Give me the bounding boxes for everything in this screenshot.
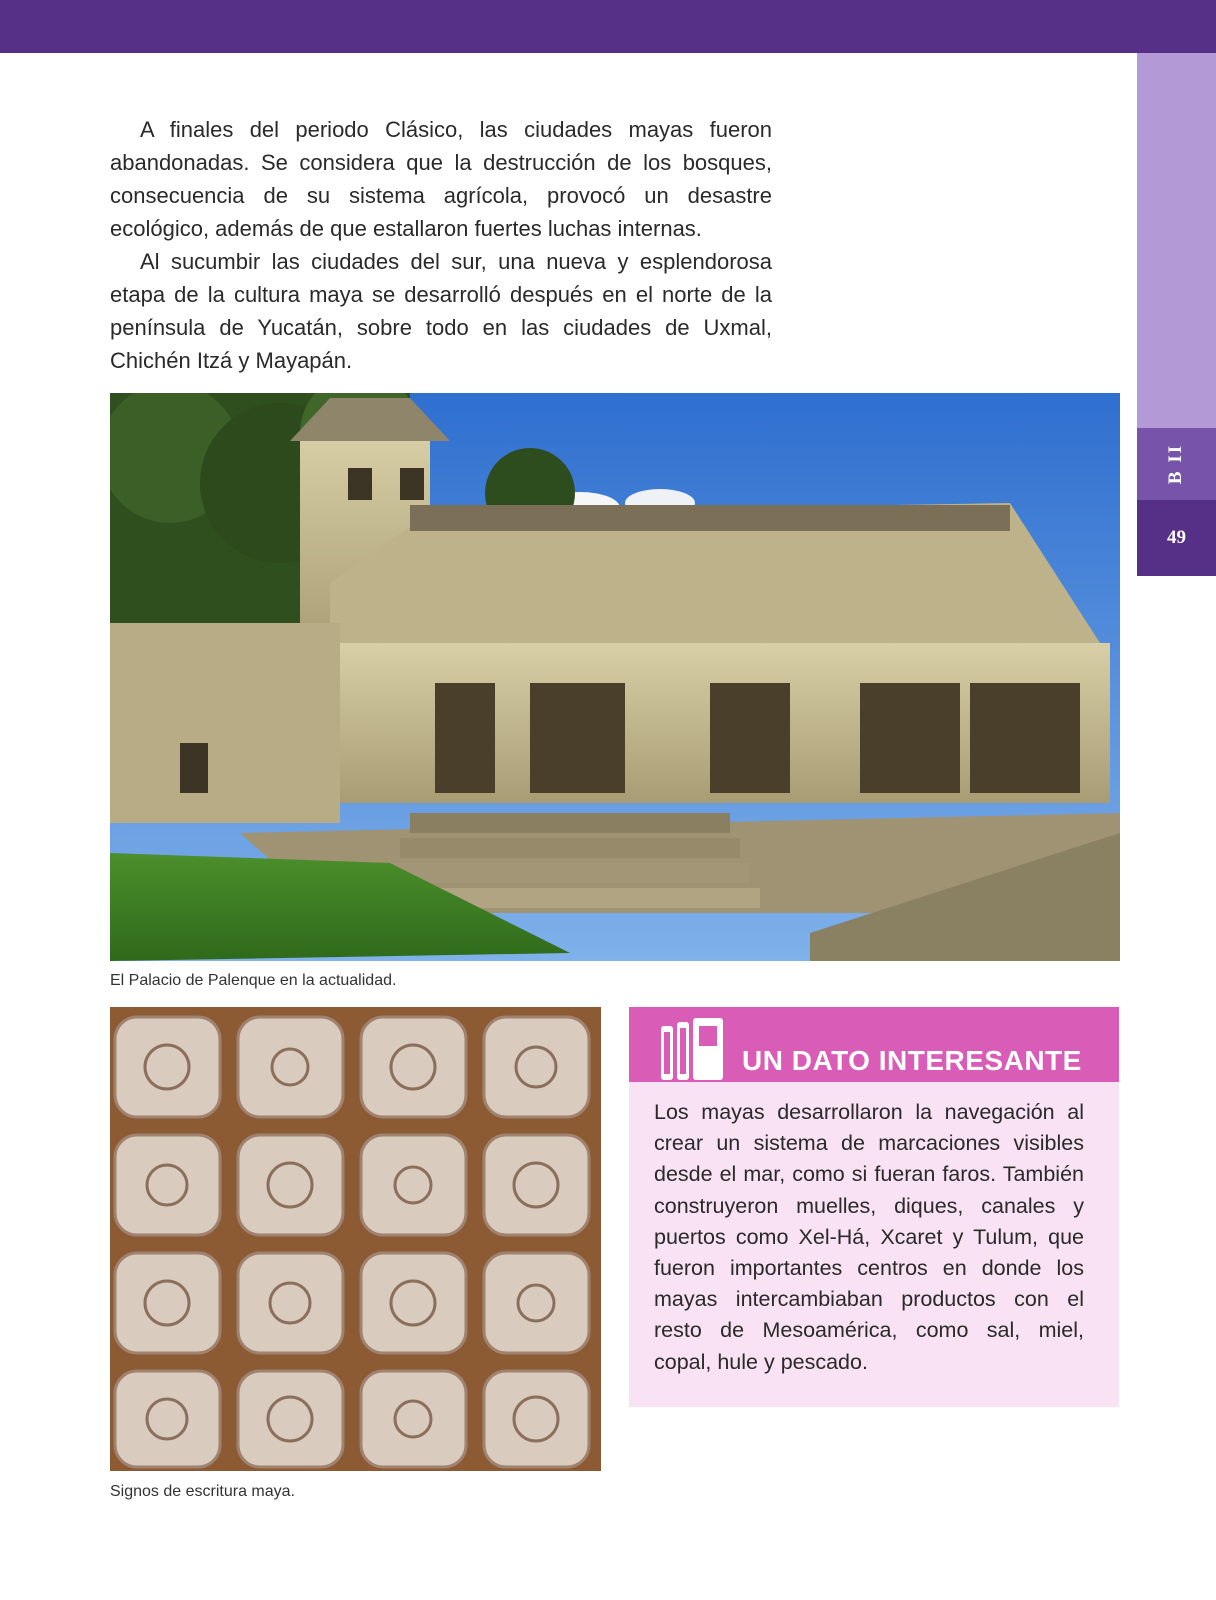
fact-box [629,1007,1119,1407]
paragraph: A finales del periodo Clásico, las ciudades mayas fueron abandonadas. Se considera que la destrucción de los bosques, consecuencia de su sistema agrícola, provocó un desastre ecológico, además de que estallaron fuertes luchas internas. [110,117,772,241]
page-number: 49 [1137,500,1216,576]
top-bar [0,0,1216,53]
side-tab [1137,53,1216,428]
body-text [110,113,772,377]
books-icon [657,1014,729,1082]
fact-text: Los mayas desarrollaron la navegación al crear un sistema de marcaciones visibles desde el mar, como si fueran faros. También construyeron muelles, diques, canales y puertos como Xel-Há, Xcaret y Tulum, que fueron importantes centros en donde los mayas intercambiaban productos con el resto de Mesoamérica, como sal, miel, copal, hule y pescado. [654,1100,1084,1374]
glyphs-caption: Signos de escritura maya. [110,1483,295,1500]
block-tab [1137,428,1216,500]
paragraph: Al sucumbir las ciudades del sur, una nueva y esplendorosa etapa de la cultura maya se desarrolló después en el norte de la península de Yucatán, sobre todo en las ciudades de Uxmal, Chichén Itzá y Mayapán. [110,249,772,373]
fact-title: UN DATO INTERESANTE [742,1045,1082,1076]
palace-caption: El Palacio de Palenque en la actualidad. [110,972,397,989]
block-label: B II [1165,443,1187,485]
palace-photo [110,393,1120,961]
fact-header [629,1007,1119,1082]
glyphs-photo [110,1007,601,1471]
